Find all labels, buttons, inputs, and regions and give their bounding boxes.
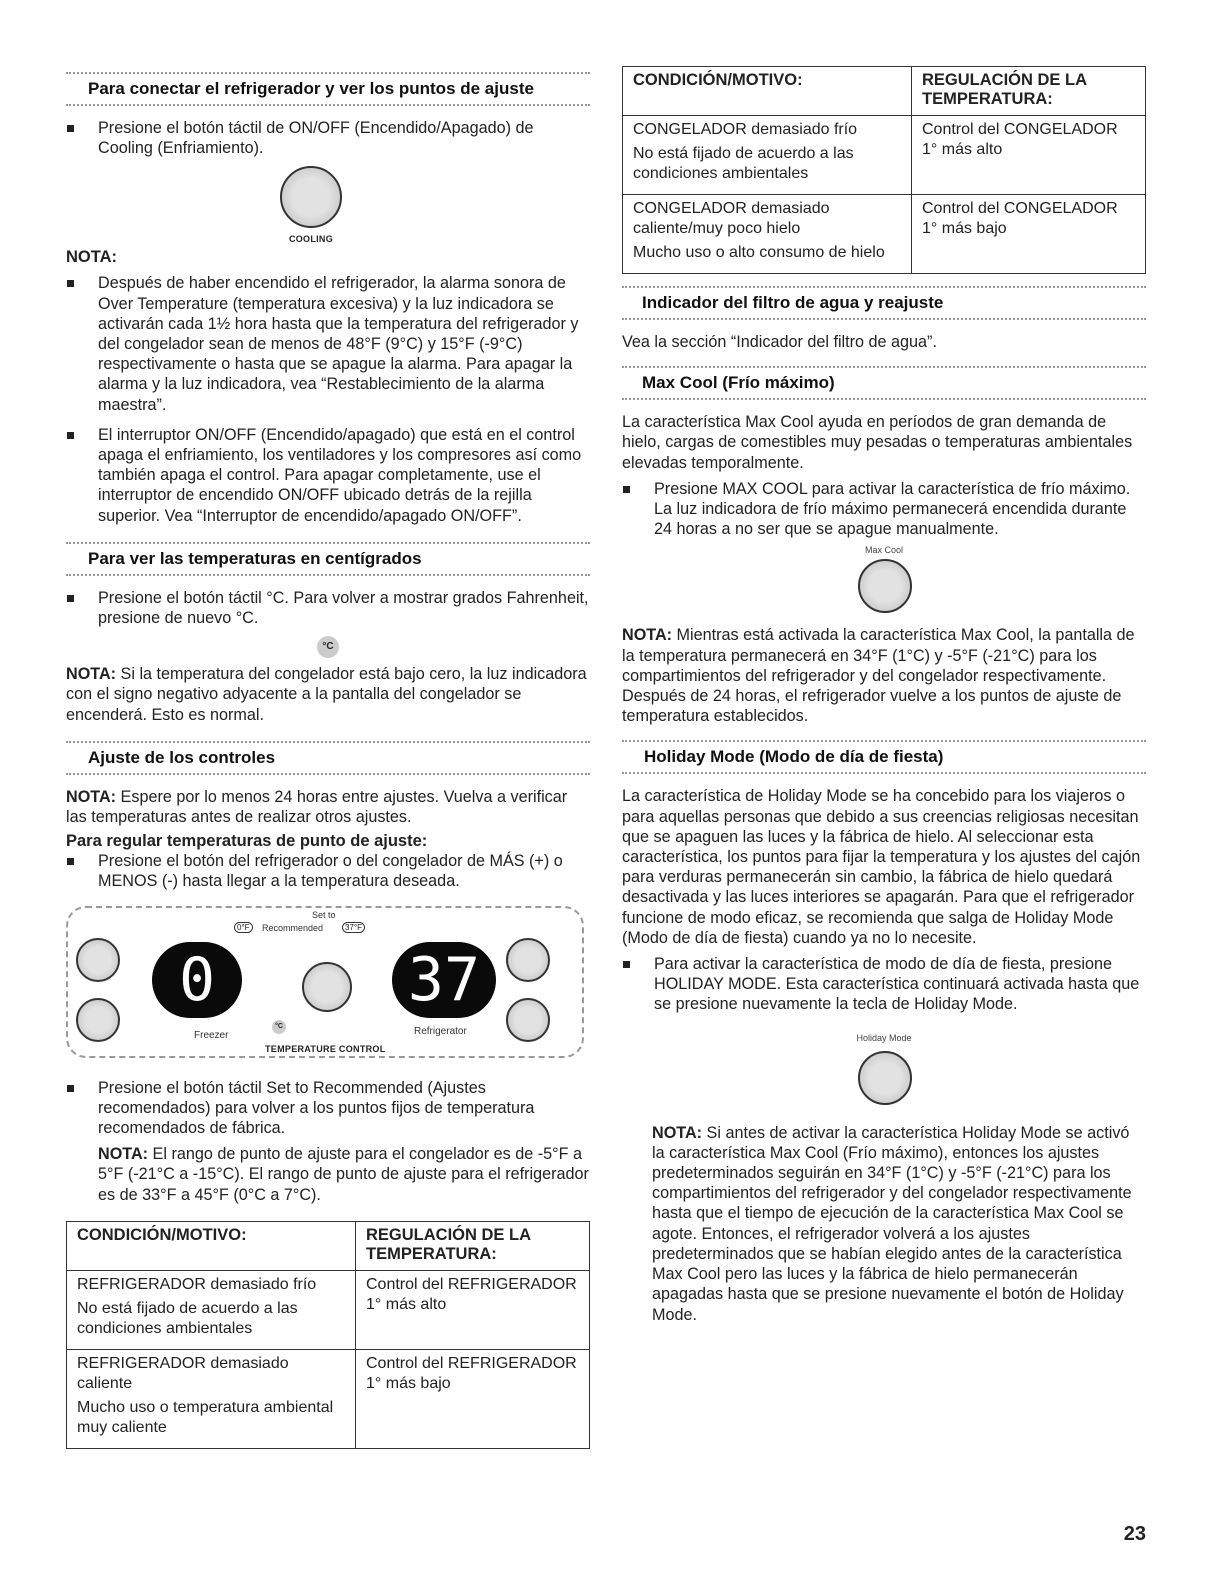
table-cell-text: REFRIGERADOR demasiado caliente [77,1354,289,1392]
section-heading-max-cool: Max Cool (Frío máximo) [622,366,1146,400]
nota-heading: NOTA: [66,248,118,267]
section-heading-holiday-mode: Holiday Mode (Modo de día de fiesta) [622,740,1146,774]
table-cell [67,1270,356,1349]
bullet-set-to-recommended: Presione el botón táctil Set to Recommended (Ajustes recomendados) para volver a los puntos fijos de temperatura recomendados de fábrica. [66,1078,590,1139]
page-number: 23 [1123,1523,1146,1545]
table-cell-text: Control del REFRIGERADOR 1° más alto [366,1275,577,1313]
set-to-label: Set to [312,909,336,920]
refrigerator-condition-table [66,1221,590,1449]
temperature-control-panel [66,902,590,1078]
holiday-mode-text: La característica de Holiday Mode se ha concebido para los viajeros o para aquellas personas que debido a sus creencias religiosas necesitan que se apaguen las luces y la fábrica de hielo. Al seleccionar esta característica, los puntos para fijar la temperatura y los ajustes del cajón para verduras permanecerán sin cambio, la fábrica de hielo quedará desactivada y las luces interiores se apagarán. Para que el refrigerador funcione de modo eficaz, se recomienda que salga de Holiday Mode (Modo de día de fiesta) cuando ya no lo necesite. [622,787,1141,947]
freezer-condition-table [622,66,1146,274]
freezer-label: Freezer [194,1029,229,1041]
table-header-row [623,67,1146,116]
freezer-recommended-badge: 0°F [234,922,253,933]
nota-bullet-switch: El interruptor ON/OFF (Encendido/apagado) que está en el control apaga el enfriamiento, los ventiladores y los compresores así como también apaga el control. Para apagar completamente, use el interruptor de encendido ON/OFF ubicado detrás de la rejilla superior. Vea “Interruptor de encendido/apagado ON/OFF”. [66,425,590,526]
table-cell-text: Mucho uso o temperatura ambiental muy caliente [77,1398,334,1436]
holiday-mode-label: Holiday Mode [856,1032,912,1043]
cooling-button-icon [280,166,342,228]
table-cell-text: Control del CONGELADOR 1° más bajo [922,200,1118,237]
table-cell-text: Control del REFRIGERADOR 1° más bajo [366,1354,577,1392]
table-cell-text: No está fijado de acuerdo a las condiciones ambientales [77,1299,298,1337]
max-cool-button-figure [622,539,1146,625]
freezer-minus-icon [76,998,120,1042]
refrigerator-label: Refrigerator [414,1025,467,1037]
freezer-display: 0 [152,942,242,1018]
bullet-holiday-mode: Para activar la característica de modo de día de fiesta, presione HOLIDAY MODE. Esta característica continuará activada hasta que se presione nuevamente la tecla de Holiday Mode. [622,954,1146,1015]
max-cool-button-icon [858,559,912,613]
holiday-mode-button-figure [622,1015,1146,1123]
set-to-recommended-button-icon [302,962,352,1012]
nota-bullet-alarm: Después de haber encendido el refrigerador, la alarma sonora de Over Temperature (temperatura excesiva) y la luz indicadora se activarán cada 1½ hora hasta que la temperatura del refrigerador y del congelador sean de menos de 48°F (9°C) y 15°F (-9°C) respectivamente o hasta que se apague la alarma. Para apagar la alarma y la luz indicadora, vea “Restablecimiento de la alarma maestra”. [66,273,590,414]
table-row [67,1270,590,1349]
cooling-button-figure [66,158,590,248]
water-filter-text: Vea la sección “Indicador del filtro de agua”. [622,333,937,351]
left-column [66,0,590,1449]
max-cool-text: La característica Max Cool ayuda en períodos de gran demanda de hielo, cargas de comestibles muy pesadas o temperaturas ambientales elevadas temporalmente. [622,413,1133,472]
refrigerator-display: 37 [392,942,496,1018]
temperature-control-title: TEMPERATURE CONTROL [262,1044,389,1054]
cooling-label: COOLING [288,234,334,245]
subheading-setpoint: Para regular temperaturas de punto de ajuste: [66,832,428,851]
table-cell [912,195,1146,274]
nota-controls: NOTA: Espere por lo menos 24 horas entre ajustes. Vuelva a verificar las temperaturas antes de realizar otros ajustes. [66,787,568,827]
table-header-condition: CONDICIÓN/MOTIVO: [623,67,912,116]
bullet-cooling: Presione el botón táctil de ON/OFF (Encendido/Apagado) de Cooling (Enfriamiento). [66,118,590,158]
fridge-recommended-badge: 37°F [342,922,365,933]
table-cell [912,116,1146,195]
panel-celsius-icon: °C [272,1020,286,1034]
celsius-icon: °C [317,636,339,658]
nota-max-cool: NOTA: Mientras está activada la característica Max Cool, la pantalla de la temperatura permanecerá en 34°F (1°C) y -5°F (-21°C) para los compartimientos del refrigerador y del congelador respectivamente. Después de 24 horas, el refrigerador vuelve a los puntos de ajuste de temperatura establecidos. [622,626,1135,726]
fridge-plus-icon [506,938,550,982]
table-cell [67,1349,356,1448]
nota-holiday-mode: NOTA: Si antes de activar la característica Holiday Mode se activó la característica Max Cool (Frío máximo), entonces los ajustes predeterminados seguirán en 34°F (1°C) y -5°F (-21°C) para los compartimientos del refrigerador y del congelador respectivamente hasta que el tiempo de ejecución de la característica Max Cool se agote. Entonces, el refrigerador volverá a los ajustes predeterminados que se habían elegido antes de la característica Max Cool pero las luces y la fábrica de hielo permanecerán apagadas hasta que se presione nuevamente el botón de Holiday Mode. [652,1123,1132,1324]
section-heading-water-filter: Indicador del filtro de agua y reajuste [622,286,1146,320]
max-cool-label: Max Cool [864,545,903,556]
nota-range: NOTA: El rango de punto de ajuste para el congelador es de -5°F a 5°F (-21°C a -15°C). El rango de punto de ajuste para el refrigerador es de 33°F a 45°F (0°C a 7°C). [98,1145,589,1204]
table-row [67,1349,590,1448]
table-header-condition: CONDICIÓN/MOTIVO: [67,1221,356,1270]
right-column [622,0,1146,1325]
nota-celsius: NOTA: Si la temperatura del congelador está bajo cero, la luz indicadora con el signo negativo adyacente a la pantalla del congelador se encenderá. Esto es normal. [66,665,587,724]
table-row [623,116,1146,195]
bullet-max-cool: Presione MAX COOL para activar la característica de frío máximo. La luz indicadora de frío máximo permanecerá encendida durante 24 horas a no ser que se apague manualmente. [622,479,1146,540]
table-cell [356,1349,590,1448]
bullet-plus-minus: Presione el botón del refrigerador o del congelador de MÁS (+) o MENOS (-) hasta llegar a la temperatura deseada. [66,851,590,891]
section-heading-celsius: Para ver las temperaturas en centígrados [66,542,590,576]
freezer-plus-icon [76,938,120,982]
table-cell [623,195,912,274]
bullet-celsius: Presione el botón táctil °C. Para volver a mostrar grados Fahrenheit, presione de nuevo °C. [66,588,590,628]
table-cell-text: REFRIGERADOR demasiado frío [77,1275,317,1293]
table-cell [623,116,912,195]
table-cell-text: Control del CONGELADOR 1° más alto [922,121,1118,158]
section-heading-connect: Para conectar el refrigerador y ver los puntos de ajuste [66,72,590,106]
table-header-row [67,1221,590,1270]
fridge-minus-icon [506,998,550,1042]
table-header-regulation: REGULACIÓN DE LA TEMPERATURA: [912,67,1146,116]
table-header-regulation: REGULACIÓN DE LA TEMPERATURA: [356,1221,590,1270]
table-cell-text: No está fijado de acuerdo a las condiciones ambientales [633,145,854,182]
table-cell-text: Mucho uso o alto consumo de hielo [633,244,885,261]
table-cell-text: CONGELADOR demasiado frío [633,121,858,138]
table-cell [356,1270,590,1349]
table-row [623,195,1146,274]
table-cell-text: CONGELADOR demasiado caliente/muy poco hielo [633,200,830,237]
recommended-label: Recommended [262,922,324,933]
holiday-mode-button-icon [858,1051,912,1105]
celsius-button-figure [66,628,590,664]
section-heading-controls: Ajuste de los controles [66,741,590,775]
